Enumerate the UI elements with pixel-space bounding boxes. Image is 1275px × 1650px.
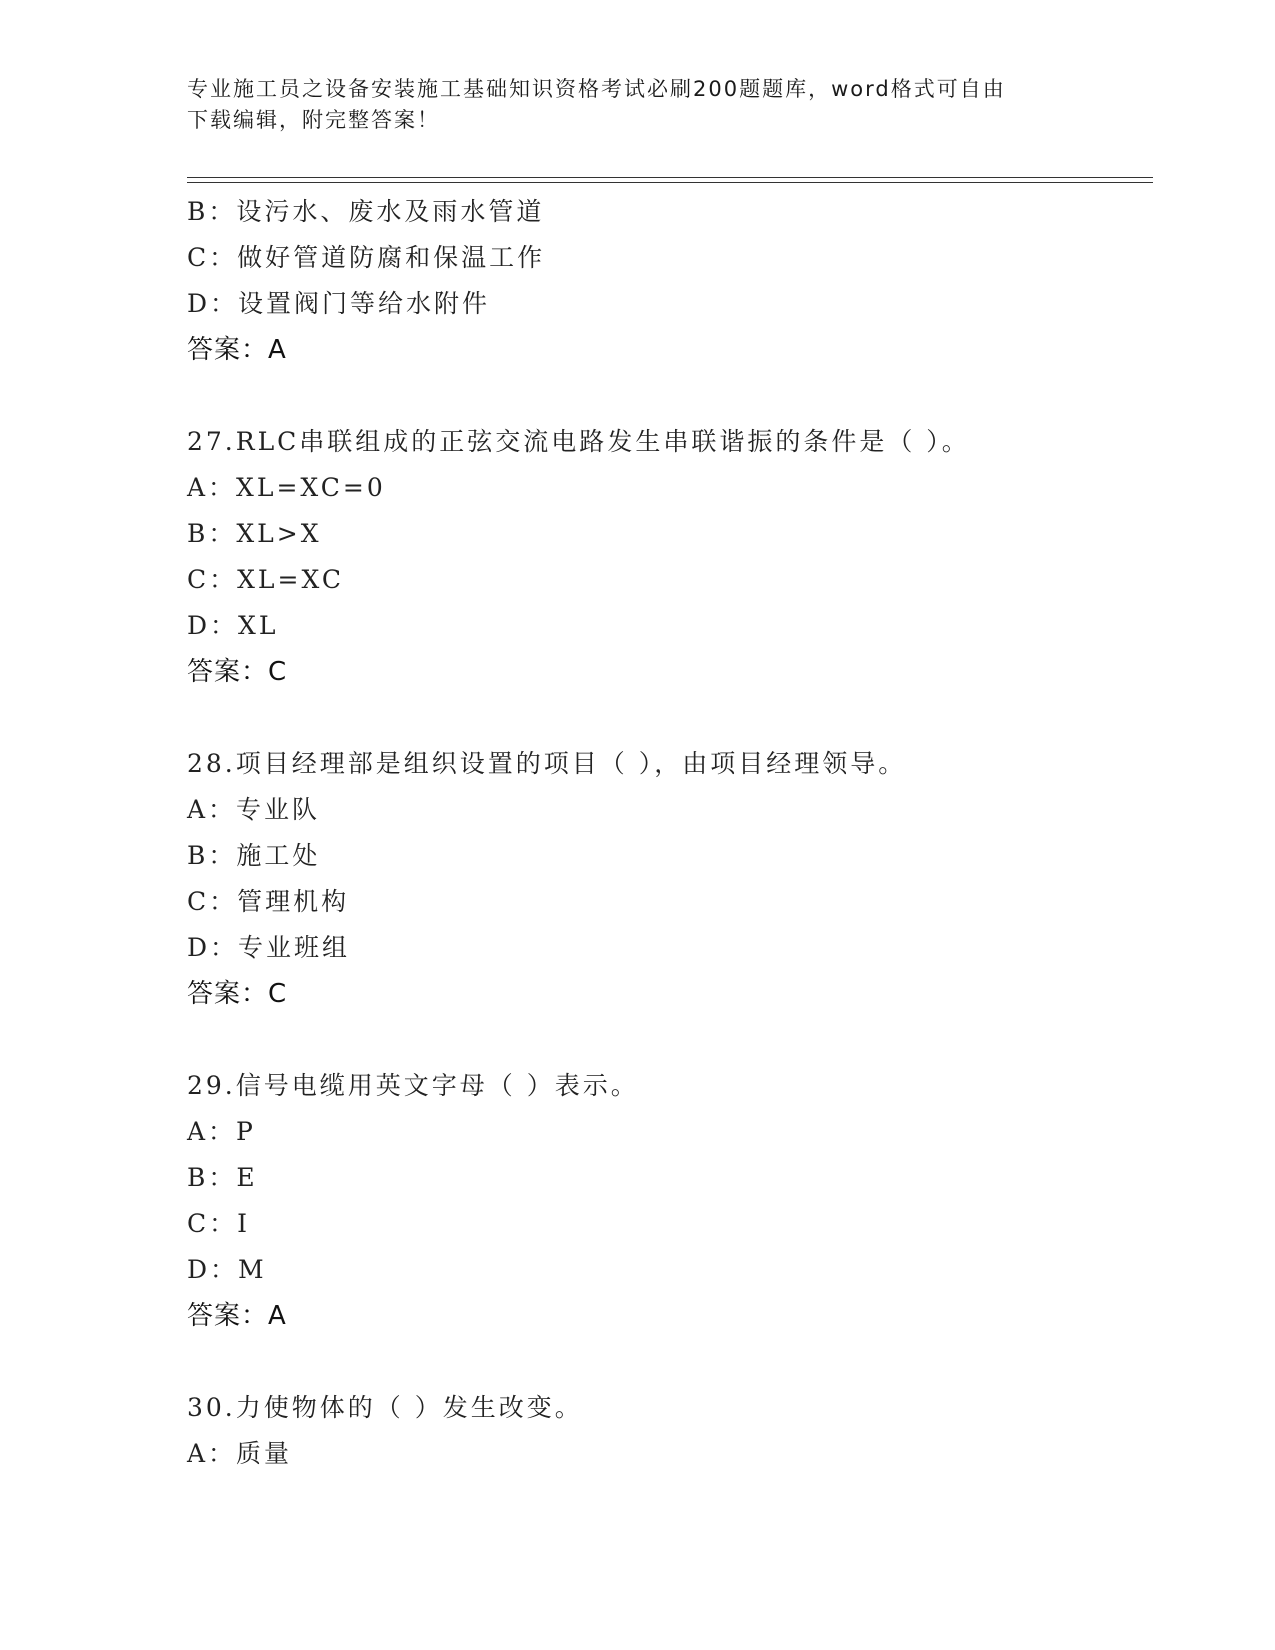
question-line: 27.RLC串联组成的正弦交流电路发生串联谐振的条件是（ ）。	[187, 427, 970, 456]
answer-line: 答案：C	[187, 657, 288, 687]
question-line: 30.力使物体的（ ）发生改变。	[187, 1393, 583, 1422]
question-line: 29.信号电缆用英文字母（ ）表示。	[187, 1071, 639, 1100]
option-line: B：施工处	[187, 841, 321, 870]
question-gap	[187, 1017, 1147, 1063]
answer-line: 答案：C	[187, 979, 288, 1009]
option-line: A：P	[187, 1117, 256, 1146]
question-gap	[187, 1339, 1147, 1385]
option-line: B：E	[187, 1163, 258, 1192]
option-line: C：管理机构	[187, 887, 350, 916]
option-line: A：XL=XC=0	[187, 473, 386, 502]
question-gap	[187, 373, 1147, 419]
option-line: C：做好管道防腐和保温工作	[187, 243, 546, 272]
question-line: 28.项目经理部是组织设置的项目（ ），由项目经理领导。	[187, 749, 907, 778]
answer-line: 答案：A	[187, 335, 287, 365]
option-line: A：质量	[187, 1439, 293, 1468]
header-line-1: 专业施工员之设备安装施工基础知识资格考试必刷200题题库，word格式可自由	[187, 77, 1006, 101]
option-line: B：设污水、废水及雨水管道	[187, 197, 545, 226]
document-header	[187, 74, 1087, 136]
option-line: D：M	[187, 1255, 267, 1284]
header-divider-top	[187, 177, 1153, 178]
header-line-2: 下载编辑，附完整答案！	[187, 108, 440, 132]
answer-line: 答案：A	[187, 1301, 287, 1331]
option-line: B：XL>X	[187, 519, 322, 548]
option-line: D：专业班组	[187, 933, 351, 962]
option-line: C：I	[187, 1209, 251, 1238]
question-list	[187, 189, 1147, 1477]
question-gap	[187, 695, 1147, 741]
option-line: A：专业队	[187, 795, 321, 824]
option-line: D：设置阀门等给水附件	[187, 289, 491, 318]
option-line: C：XL=XC	[187, 565, 344, 594]
option-line: D：XL	[187, 611, 279, 640]
header-divider-bottom	[187, 182, 1153, 183]
